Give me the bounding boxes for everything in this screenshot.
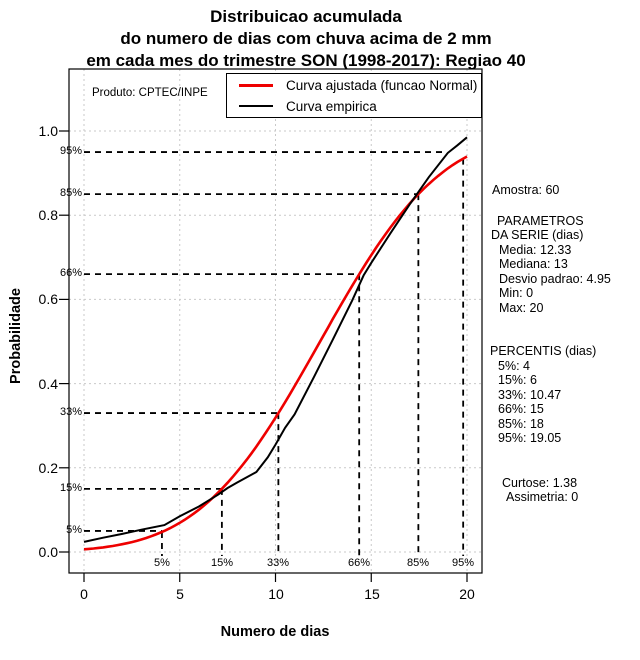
legend-line-sample-black <box>239 105 273 107</box>
stat-percentil-66: 66%: 15 <box>498 402 544 416</box>
x-tick-20: 20 <box>459 586 475 602</box>
chart-title-line1: Distribuicao acumulada <box>210 7 402 26</box>
stat-max: Max: 20 <box>499 301 544 315</box>
x-tick-0: 0 <box>80 586 88 602</box>
produto-label: Produto: CPTEC/INPE <box>92 87 208 99</box>
pct-bottom-33: 33% <box>266 557 290 569</box>
pct-bottom-85: 85% <box>406 557 430 569</box>
x-tick-5: 5 <box>176 586 184 602</box>
pct-left-5: 5% <box>66 524 82 536</box>
stat-media: Media: 12.33 <box>499 243 572 257</box>
pct-bottom-95: 95% <box>451 557 475 569</box>
stat-percentil-5: 5%: 4 <box>498 359 530 373</box>
legend-label-empirical: Curva empirica <box>286 98 377 114</box>
stat-da-serie-header: DA SERIE (dias) <box>491 228 584 242</box>
legend-label-fitted: Curva ajustada (funcao Normal) <box>286 77 478 93</box>
x-tick-15: 15 <box>364 586 380 602</box>
stat-percentis-header: PERCENTIS (dias) <box>490 344 597 358</box>
stat-percentil-85: 85%: 18 <box>498 417 544 431</box>
stat-assimetria: Assimetria: 0 <box>506 490 579 504</box>
stat-desvio-padrao: Desvio padrao: 4.95 <box>499 272 611 286</box>
pct-bottom-5: 5% <box>154 557 170 569</box>
pct-bottom-66: 66% <box>347 557 371 569</box>
stat-curtose: Curtose: 1.38 <box>502 476 578 490</box>
legend-line-sample-red <box>239 84 273 87</box>
y-tick-0.4: 0.4 <box>38 376 58 392</box>
pct-left-33: 33% <box>59 406 82 418</box>
y-tick-1.0: 1.0 <box>38 123 58 139</box>
pct-left-95: 95% <box>59 145 82 157</box>
y-tick-0.2: 0.2 <box>38 460 58 476</box>
pct-left-15: 15% <box>59 482 82 494</box>
pct-bottom-15: 15% <box>210 557 234 569</box>
y-tick-0.6: 0.6 <box>38 291 58 307</box>
x-axis-title: Numero de dias <box>220 624 330 640</box>
pct-left-85: 85% <box>59 187 82 199</box>
chart-title-line3: em cada mes do trimestre SON (1998-2017): Regiao 40 <box>86 51 526 70</box>
y-axis-title: Probabilidade <box>8 288 24 384</box>
chart-title-line2: do numero de dias com chuva acima de 2 mm <box>120 29 492 48</box>
stat-parametros-header: PARAMETROS <box>497 214 584 228</box>
stat-percentil-95: 95%: 19.05 <box>498 431 562 445</box>
stat-percentil-15: 15%: 6 <box>498 373 537 387</box>
stat-min: Min: 0 <box>499 286 534 300</box>
pct-left-66: 66% <box>59 267 82 279</box>
stat-amostra: Amostra: 60 <box>492 183 560 197</box>
y-tick-0.8: 0.8 <box>38 207 58 223</box>
legend-item-empirical <box>227 97 481 115</box>
stat-percentil-33: 33%: 10.47 <box>498 388 562 402</box>
stat-mediana: Mediana: 13 <box>499 257 568 271</box>
x-tick-10: 10 <box>268 586 284 602</box>
legend-item-fitted <box>227 76 481 94</box>
legend <box>226 73 482 118</box>
y-tick-0.0: 0.0 <box>38 544 58 560</box>
